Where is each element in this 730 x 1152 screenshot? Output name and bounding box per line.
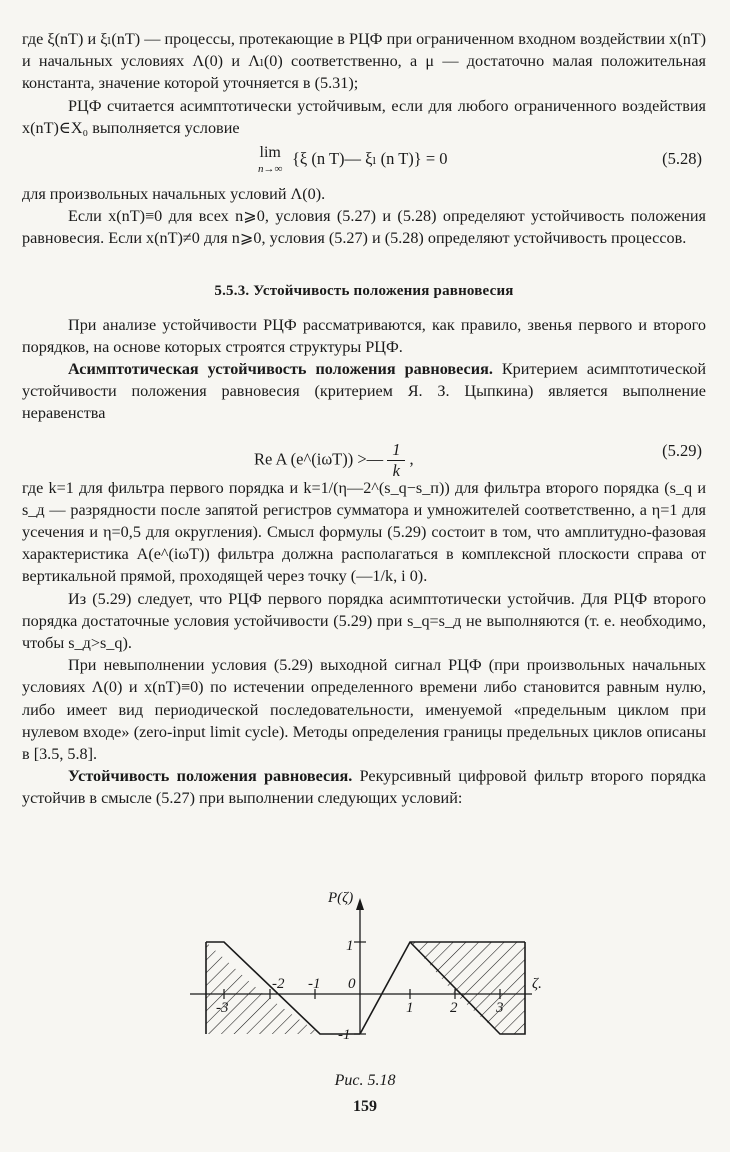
paragraph-3: для произвольных начальных условий Λ(0).	[22, 185, 326, 204]
paragraph-2: РЦФ считается асимптотически устойчивым, если для любого ограниченного воздействия x(nT)∈X₀ выполняется условие	[22, 96, 706, 137]
stability-region-plot	[180, 884, 550, 1043]
fraction-denominator: k	[392, 460, 400, 480]
equation-5-28-body: {ξ (n T)— ξₗ (n T)} = 0	[292, 149, 448, 169]
lim-subscript: n→∞	[258, 163, 283, 176]
figure-5-18	[180, 884, 550, 1043]
hatch-region-right-top	[410, 942, 525, 994]
equation-5-29	[22, 425, 706, 480]
x-tick-minus-1: -1	[308, 976, 321, 992]
equation-5-28-number: (5.28)	[662, 149, 702, 169]
figure-caption: Рис. 5.18	[334, 1072, 396, 1089]
lim-operator: lim	[259, 144, 281, 162]
paragraph-8: Из (5.29) следует, что РЦФ первого порядка асимптотически устойчив. Для РЦФ второго порядка достаточные условия устойчивости (5.29) при s_q=s_д не выполняются (т. е. необходимо, чтобы s_д>s_q).	[22, 589, 706, 653]
paragraph-9: При невыполнении условия (5.29) выходной сигнал РЦФ (при произвольных начальных условиях Λ(0) и x(nT)≡0) по истечении определенного времени либо становится равным нулю, либо имеет вид периодической последовательности, именуемой «предельным циклом при нулевом входе» (zero-input limit cycle). Методы определения границы предельных циклов описаны в [3.5, 5.8].	[22, 656, 706, 764]
paragraph-6-lead: Асимптотическая устойчивость положения равновесия.	[68, 360, 493, 379]
equation-5-29-tail: ,	[409, 448, 414, 468]
paragraph-4: Если x(nT)≡0 для всех n⩾0, условия (5.27) и (5.28) определяют устойчивость положения равновесия. Если x(nT)≠0 для n⩾0, условия (5.27) и (5.28) определяют устойчивость процессов.	[22, 207, 706, 248]
equation-5-29-number: (5.29)	[662, 440, 702, 460]
paragraph-1: где ξ(nT) и ξₗ(nT) — процессы, протекающие в РЦФ при ограниченном входном воздействии x(nT) и начальных условиях Λ(0) и Λₗ(0) соответственно, а μ — достаточно малая положительная константа, значение которой уточняется в (5.31);	[22, 30, 706, 93]
equation-5-29-body: Re A (e^(iωT)) >—	[254, 448, 384, 468]
x-tick-minus-3: -3	[216, 1000, 229, 1016]
x-tick-0: 0	[348, 976, 356, 992]
y-tick-minus-1: -1	[338, 1027, 351, 1043]
paragraph-6-text: Критерием асимптотической устойчивости положения равновесия (критерием Я. З. Цыпкина) является выполнение неравенства	[22, 360, 706, 423]
paragraph-6	[22, 358, 706, 425]
hatch-region-left-top	[206, 942, 263, 994]
page-number: 159	[353, 1098, 377, 1115]
paragraph-10	[22, 765, 706, 809]
x-tick-2: 2	[450, 1000, 458, 1016]
y-axis-arrow	[356, 898, 364, 910]
paragraph-7: где k=1 для фильтра первого порядка и k=1/(η—2^(s_q−s_п)) для фильтра второго порядка (s_q и s_д — разрядности после запятой регистров сумматора и умножителей соответственно, а η=1 для усечения и η=0,5 для округления). Смысл формулы (5.29) состоит в том, что амплитудно-фазовая характеристика A(e^(iωT)) фильтра должна располагаться в комплексной плоскости справа от вертикальной прямой, проходящей через точку (—1/k, i 0).	[22, 478, 706, 586]
paragraph-10-lead: Устойчивость положения равновесия.	[68, 767, 353, 786]
y-tick-1: 1	[346, 938, 354, 954]
paragraph-5: При анализе устойчивости РЦФ рассматриваются, как правило, звенья первого и второго порядков, на основе которых строятся структуры РЦФ.	[22, 315, 706, 356]
page-body	[22, 28, 706, 810]
x-tick-minus-2: -2	[272, 976, 285, 992]
paragraph-10-text: Рекурсивный цифровой фильтр второго порядка устойчив в смысле (5.27) при выполнении следующих условий:	[22, 767, 706, 808]
x-tick-3: 3	[496, 1000, 504, 1016]
x-tick-1: 1	[406, 1000, 414, 1016]
equation-5-29-fraction	[387, 441, 405, 480]
hatch-region-right-bottom	[455, 994, 525, 1034]
y-axis-label: P(ζ)	[328, 890, 354, 906]
x-axis-label: ζ.	[532, 976, 542, 992]
fraction-numerator: 1	[392, 439, 401, 459]
equation-5-28	[22, 139, 706, 183]
section-heading: 5.5.3. Устойчивость положения равновесия	[214, 282, 514, 299]
